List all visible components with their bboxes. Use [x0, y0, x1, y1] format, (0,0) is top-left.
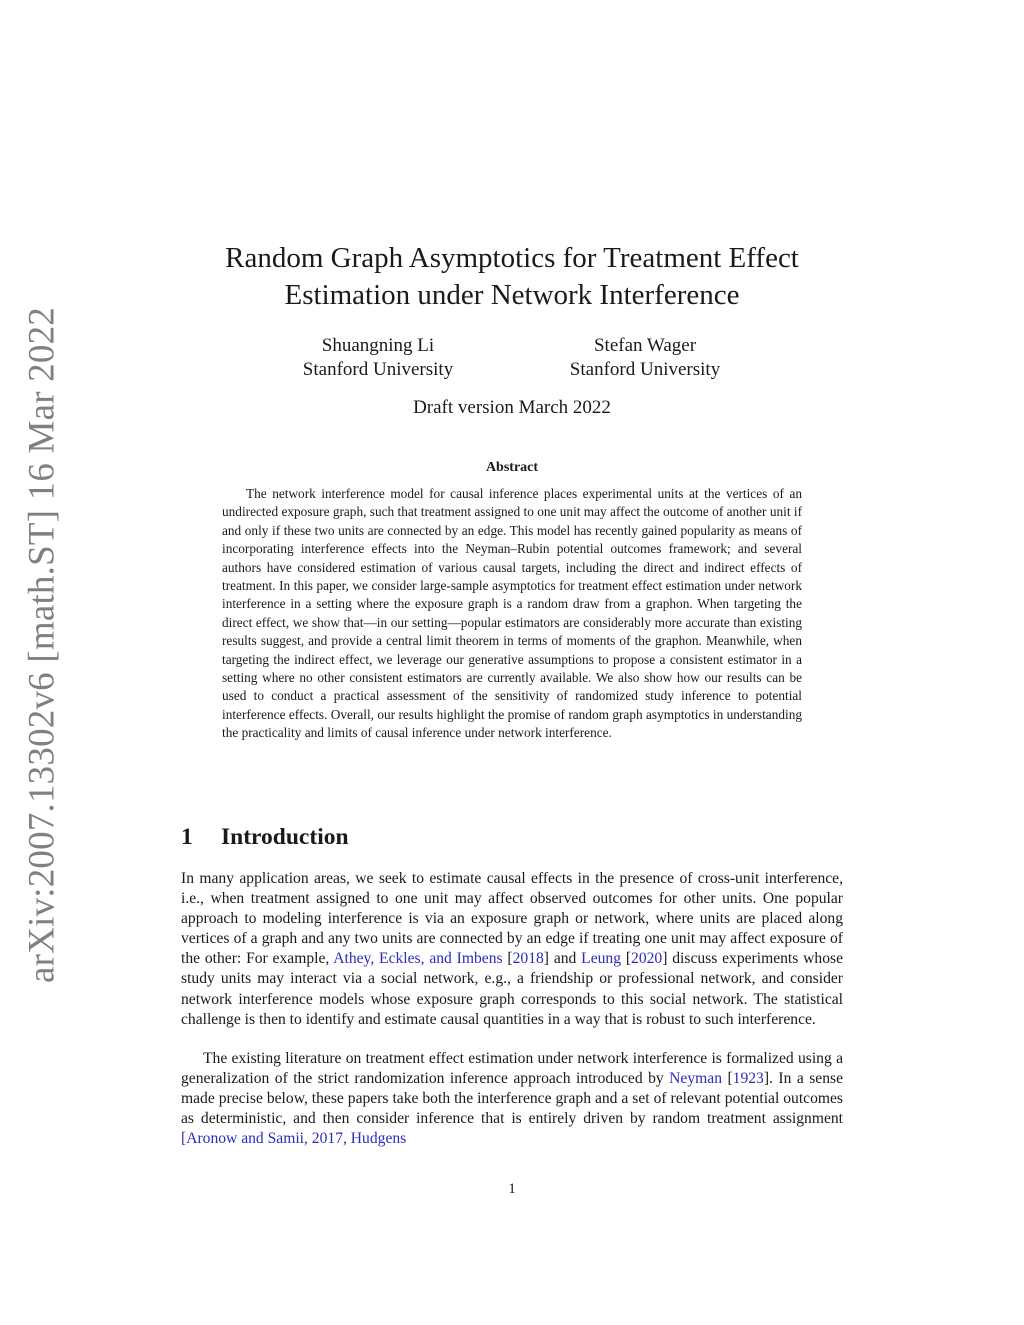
bracket-open: [	[722, 1070, 733, 1088]
abstract-heading: Abstract	[485, 460, 539, 475]
citation-link-athey[interactable]: Athey, Eckles, and Imbens	[333, 950, 503, 968]
citation-year-link[interactable]: 2018	[512, 950, 544, 968]
section-heading	[181, 824, 349, 851]
bracket-close: ]	[662, 950, 668, 968]
author-affiliation: Stanford University	[302, 359, 454, 380]
bracket-open: [	[621, 950, 632, 968]
paragraph-text: discuss experiments whose study units may interact via a social network, e.g., a friendship or professional network, and consider network interference models whose exposure graph corresponds to this social network. The statistical challenge is then to identify and estimate causal quantities in a way that is robust to such interference.	[181, 950, 843, 1028]
title-line-1: Random Graph Asymptotics for Treatment Effect	[225, 242, 799, 274]
citation-year-link[interactable]: 1923	[732, 1070, 764, 1088]
draft-date: Draft version March 2022	[413, 397, 611, 418]
paper-title	[150, 240, 874, 314]
bracket-open: [	[502, 950, 513, 968]
section-title: Introduction	[221, 824, 349, 850]
conjunction: and	[549, 950, 582, 968]
paragraph-text: . In a sense made precise below, these papers take both the interference graph and a set of relevant potential outcomes as deterministic, and then consider inference that is entirely driven by random treatment assignment	[181, 1070, 844, 1128]
author-affiliation: Stanford University	[569, 359, 721, 380]
citation-link-leung[interactable]: Leung	[581, 950, 622, 968]
citation-year-link[interactable]: 2020	[631, 950, 663, 968]
paragraph-text: The existing literature on treatment effect estimation under network interference is formalized using a generalization of the strict randomization inference approach introduced by	[181, 1050, 843, 1088]
author-name: Shuangning Li	[321, 335, 435, 356]
author-name: Stefan Wager	[593, 335, 697, 356]
citation-bracket: [	[181, 1130, 187, 1148]
citation-link-aronow[interactable]: Aronow and Samii, 2017, Hudgens	[186, 1130, 407, 1148]
title-line-2: Estimation under Network Interference	[284, 279, 740, 311]
intro-paragraph-1	[181, 869, 843, 1030]
author-block-2	[525, 334, 765, 382]
bracket-close: ]	[763, 1070, 770, 1088]
paragraph-text: In many application areas, we seek to estimate causal effects in the presence of cross-unit interference, i.e., when treatment assigned to one unit may affect observed outcomes for other units. One popular approach to modeling interference is via an exposure graph or network, where units are placed along vertices of a graph and any two units are connected by an edge if treating one unit may affect exposure of the other: For example,	[181, 870, 843, 968]
intro-paragraph-2	[181, 1049, 843, 1149]
abstract-text: The network interference model for causal inference places experimental units at the vertices of an undirected exposure graph, such that treatment assigned to one unit may affect the outcome of another unit if and only if these two units are connected by an edge. This model has recently gained popularity as means of incorporating interference effects into the Neyman–Rubin potential outcomes framework; and several authors have considered estimation of various causal targets, including the direct and indirect effects of treatment. In this paper, we consider large-sample asymptotics for treatment effect estimation under network interference in a setting where the exposure graph is a random draw from a graphon. When targeting the direct effect, we show that—in our setting—popular estimators are considerably more accurate than existing results suggest, and provide a central limit theorem in terms of moments of the graphon. Meanwhile, when targeting the indirect effect, we leverage our generative assumptions to propose a consistent estimator in a setting where no other consistent estimators are currently available. We also show how our results can be used to conduct a practical assessment of the sensitivity of randomized study inference to potential interference effects. Overall, our results highlight the promise of random graph asymptotics in understanding the practicality and limits of causal inference under network interference.	[222, 486, 802, 741]
bracket-close: ]	[543, 950, 549, 968]
citation-link-neyman[interactable]: Neyman	[669, 1070, 722, 1088]
section-number: 1	[181, 824, 193, 850]
page-number: 1	[508, 1181, 516, 1197]
author-block-1	[258, 334, 498, 382]
arxiv-identifier: arXiv:2007.13302v6 [math.ST] 16 Mar 2022	[21, 307, 63, 983]
